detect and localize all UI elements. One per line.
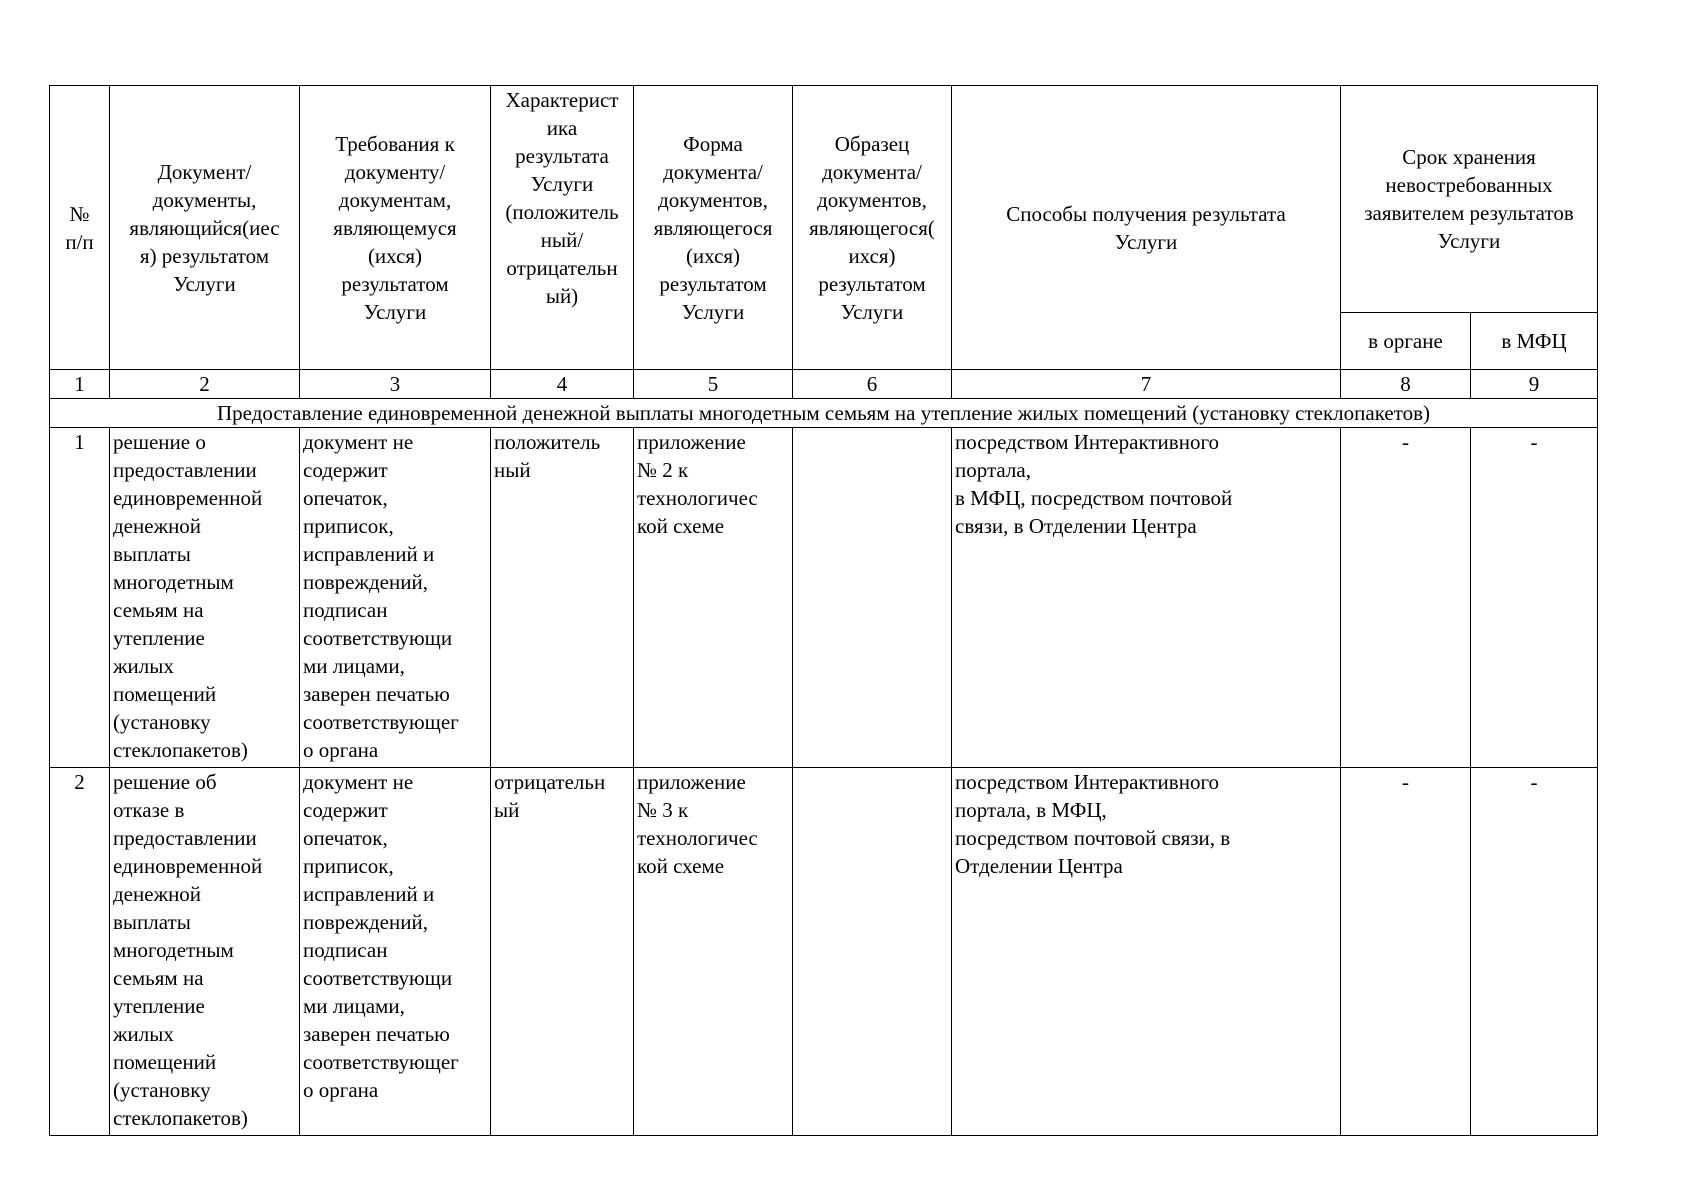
header-sample: Образец документа/ документов, являющегося( ихся) результатом Услуги [793, 86, 952, 370]
row-number: 2 [50, 768, 110, 1136]
column-number: 1 [50, 370, 110, 399]
header-form: Форма документа/ документов, являющегося (ихся) результатом Услуги [634, 86, 793, 370]
row-methods: посредством Интерактивного портала, в МФЦ, посредством почтовой связи, в Отделении Центра [952, 768, 1341, 1136]
row-document: решение об отказе в предоставлении единовременной денежной выплаты многодетным семьям на утепление жилых помещений (установку стеклопакетов) [110, 768, 300, 1136]
row-characteristic: положитель ный [491, 428, 634, 768]
header-requirements: Требования к документу/ документам, являющемуся (ихся) результатом Услуги [300, 86, 491, 370]
section-row [50, 399, 1598, 428]
column-number: 8 [1341, 370, 1471, 399]
row-storage-organ: - [1341, 428, 1471, 768]
column-number: 9 [1471, 370, 1598, 399]
row-form: приложение № 3 к технологичес кой схеме [634, 768, 793, 1136]
header-row [50, 86, 1598, 313]
row-storage-organ: - [1341, 768, 1471, 1136]
header-characteristic: Характерист ика результата Услуги (положитель ный/ отрицательн ый) [491, 86, 634, 370]
row-storage-mfc: - [1471, 768, 1598, 1136]
row-requirements: документ не содержит опечаток, приписок, исправлений и повреждений, подписан соответствующи ми лицами, заверен печатью соответствующег о органа [300, 768, 491, 1136]
row-storage-mfc: - [1471, 428, 1598, 768]
row-methods: посредством Интерактивного портала, в МФЦ, посредством почтовой связи, в Отделении Центра [952, 428, 1341, 768]
column-number: 3 [300, 370, 491, 399]
column-number: 5 [634, 370, 793, 399]
column-number: 6 [793, 370, 952, 399]
table-row [50, 428, 1598, 768]
result-documents-table [49, 85, 1598, 1136]
table-row [50, 768, 1598, 1136]
header-storage-organ: в органе [1341, 313, 1471, 370]
header-number: № п/п [50, 86, 110, 370]
column-number: 4 [491, 370, 634, 399]
header-storage-mfc: в МФЦ [1471, 313, 1598, 370]
column-numbers-row [50, 370, 1598, 399]
row-sample [793, 768, 952, 1136]
row-sample [793, 428, 952, 768]
row-form: приложение № 2 к технологичес кой схеме [634, 428, 793, 768]
row-requirements: документ не содержит опечаток, приписок, исправлений и повреждений, подписан соответствующи ми лицами, заверен печатью соответствующег о органа [300, 428, 491, 768]
row-characteristic: отрицательн ый [491, 768, 634, 1136]
column-number: 2 [110, 370, 300, 399]
header-methods: Способы получения результата Услуги [952, 86, 1341, 370]
section-title: Предоставление единовременной денежной выплаты многодетным семьям на утепление жилых помещений (установку стеклопакетов) [50, 399, 1598, 428]
header-storage-term: Срок хранения невостребованных заявителем результатов Услуги [1341, 86, 1598, 313]
row-number: 1 [50, 428, 110, 768]
column-number: 7 [952, 370, 1341, 399]
row-document: решение о предоставлении единовременной денежной выплаты многодетным семьям на утепление жилых помещений (установку стеклопакетов) [110, 428, 300, 768]
header-document: Документ/ документы, являющийся(иес я) результатом Услуги [110, 86, 300, 370]
